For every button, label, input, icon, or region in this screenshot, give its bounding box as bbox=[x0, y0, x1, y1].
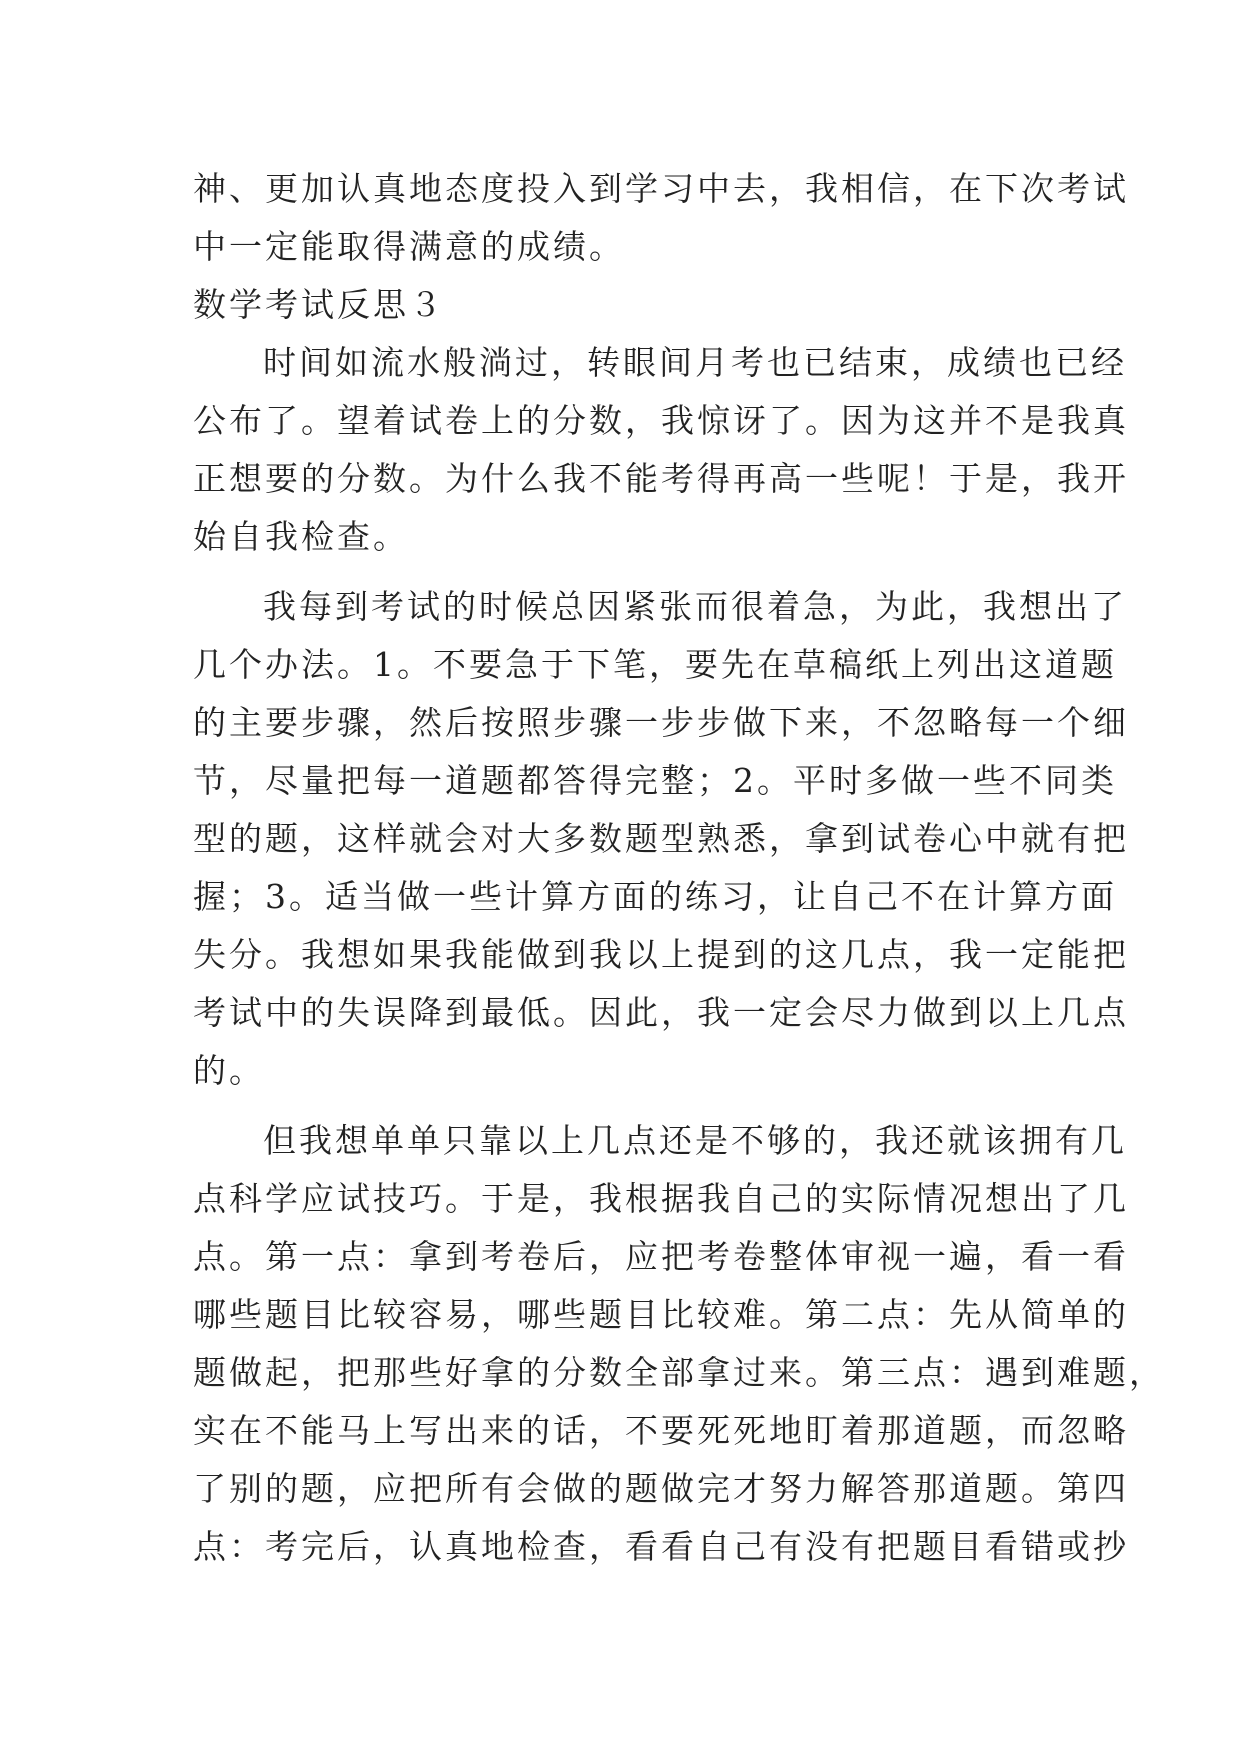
text-line: 公布了。望着试卷上的分数，我惊讶了。因为这并不是我真 bbox=[193, 401, 1129, 440]
paragraph-start-line: 但我想单单只靠以上几点还是不够的，我还就该拥有几 bbox=[263, 1121, 1127, 1160]
text-line: 型的题，这样就会对大多数题型熟悉，拿到试卷心中就有把 bbox=[193, 819, 1129, 858]
text-line: 哪些题目比较容易，哪些题目比较难。第二点：先从简单的 bbox=[193, 1295, 1129, 1334]
text-line: 始自我检查。 bbox=[193, 517, 409, 556]
text-line: 神、更加认真地态度投入到学习中去，我相信，在下次考试 bbox=[193, 169, 1129, 208]
text-line: 题做起，把那些好拿的分数全部拿过来。第三点：遇到难题， bbox=[193, 1353, 1165, 1392]
section-heading: 数学考试反思３ bbox=[193, 285, 445, 324]
text-line: 了别的题，应把所有会做的题做完才努力解答那道题。第四 bbox=[193, 1469, 1129, 1508]
text-line: 点科学应试技巧。于是，我根据我自己的实际情况想出了几 bbox=[193, 1179, 1129, 1218]
text-line: 失分。我想如果我能做到我以上提到的这几点，我一定能把 bbox=[193, 935, 1129, 974]
paragraph-start-line: 时间如流水般淌过，转眼间月考也已结束，成绩也已经 bbox=[263, 343, 1127, 382]
text-line: 握；3。适当做一些计算方面的练习，让自己不在计算方面 bbox=[193, 877, 1117, 916]
text-line: 节，尽量把每一道题都答得完整；2。平时多做一些不同类 bbox=[193, 761, 1117, 800]
text-line: 点：考完后，认真地检查，看看自己有没有把题目看错或抄 bbox=[193, 1527, 1129, 1566]
text-line: 中一定能取得满意的成绩。 bbox=[193, 227, 625, 266]
text-line: 的主要步骤，然后按照步骤一步步做下来，不忽略每一个细 bbox=[193, 703, 1129, 742]
text-line: 的。 bbox=[193, 1051, 265, 1090]
paragraph-start-line: 我每到考试的时候总因紧张而很着急，为此，我想出了 bbox=[263, 587, 1127, 626]
text-line: 考试中的失误降到最低。因此，我一定会尽力做到以上几点 bbox=[193, 993, 1129, 1032]
text-line: 正想要的分数。为什么我不能考得再高一些呢！于是，我开 bbox=[193, 459, 1129, 498]
text-line: 几个办法。1。不要急于下笔，要先在草稿纸上列出这道题 bbox=[193, 645, 1117, 684]
text-line: 实在不能马上写出来的话，不要死死地盯着那道题，而忽略 bbox=[193, 1411, 1129, 1450]
essay-body bbox=[193, 160, 1165, 1576]
text-line: 点。第一点：拿到考卷后，应把考卷整体审视一遍，看一看 bbox=[193, 1237, 1129, 1276]
